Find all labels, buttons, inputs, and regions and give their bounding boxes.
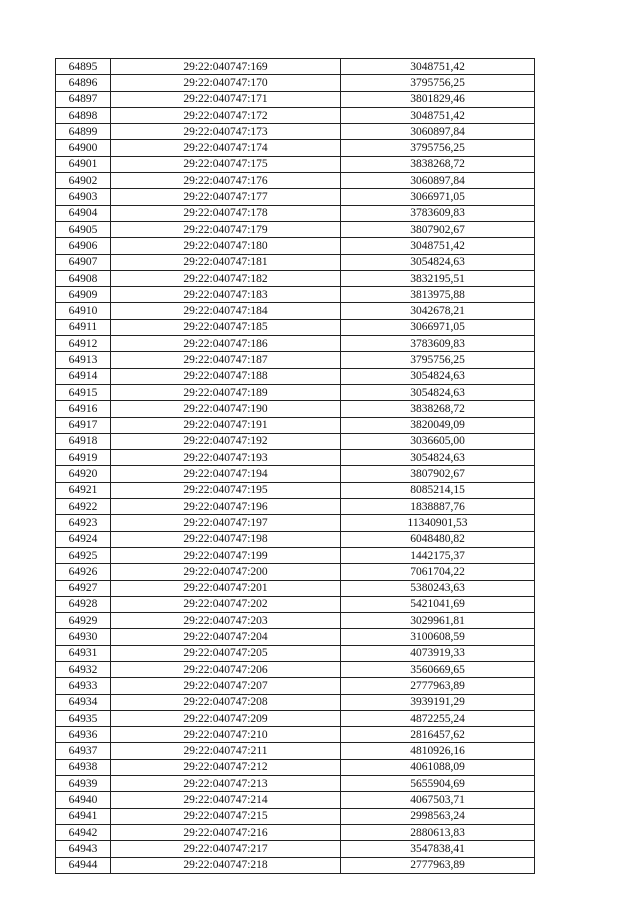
value-cell: 2816457,62	[341, 727, 535, 743]
cadastral-number-cell: 29:22:040747:202	[111, 596, 341, 612]
cadastral-number-cell: 29:22:040747:187	[111, 352, 341, 368]
table-row	[56, 303, 535, 319]
row-number-cell: 64896	[56, 75, 111, 91]
value-cell: 3813975,88	[341, 287, 535, 303]
table-row	[56, 629, 535, 645]
row-number-cell: 64921	[56, 482, 111, 498]
table-row	[56, 254, 535, 270]
value-cell: 3939191,29	[341, 694, 535, 710]
cadastral-number-cell: 29:22:040747:178	[111, 205, 341, 221]
value-cell: 3066971,05	[341, 319, 535, 335]
value-cell: 5655904,69	[341, 776, 535, 792]
value-cell: 3820049,09	[341, 417, 535, 433]
value-cell: 3832195,51	[341, 270, 535, 286]
row-number-cell: 64935	[56, 710, 111, 726]
value-cell: 3795756,25	[341, 140, 535, 156]
cadastral-number-cell: 29:22:040747:208	[111, 694, 341, 710]
row-number-cell: 64897	[56, 91, 111, 107]
table-row	[56, 336, 535, 352]
cadastral-number-cell: 29:22:040747:206	[111, 661, 341, 677]
value-cell: 3054824,63	[341, 384, 535, 400]
table-row	[56, 221, 535, 237]
table-row	[56, 515, 535, 531]
cadastral-number-cell: 29:22:040747:215	[111, 808, 341, 824]
data-table	[55, 58, 535, 874]
value-cell: 3795756,25	[341, 75, 535, 91]
cadastral-number-cell: 29:22:040747:210	[111, 727, 341, 743]
value-cell: 3054824,63	[341, 368, 535, 384]
table-row	[56, 368, 535, 384]
table-row	[56, 580, 535, 596]
cadastral-number-cell: 29:22:040747:176	[111, 173, 341, 189]
table-row	[56, 824, 535, 840]
row-number-cell: 64930	[56, 629, 111, 645]
table-row	[56, 547, 535, 563]
row-number-cell: 64911	[56, 319, 111, 335]
row-number-cell: 64922	[56, 499, 111, 515]
table-row	[56, 466, 535, 482]
row-number-cell: 64927	[56, 580, 111, 596]
cadastral-number-cell: 29:22:040747:172	[111, 107, 341, 123]
cadastral-number-cell: 29:22:040747:171	[111, 91, 341, 107]
cadastral-number-cell: 29:22:040747:204	[111, 629, 341, 645]
cadastral-number-cell: 29:22:040747:180	[111, 238, 341, 254]
cadastral-number-cell: 29:22:040747:205	[111, 645, 341, 661]
value-cell: 3042678,21	[341, 303, 535, 319]
table-row	[56, 482, 535, 498]
row-number-cell: 64913	[56, 352, 111, 368]
row-number-cell: 64907	[56, 254, 111, 270]
table-row	[56, 596, 535, 612]
table-row	[56, 564, 535, 580]
value-cell: 1442175,37	[341, 547, 535, 563]
value-cell: 3838268,72	[341, 401, 535, 417]
table-row	[56, 319, 535, 335]
table-row	[56, 352, 535, 368]
row-number-cell: 64925	[56, 547, 111, 563]
cadastral-number-cell: 29:22:040747:189	[111, 384, 341, 400]
cadastral-number-cell: 29:22:040747:213	[111, 776, 341, 792]
row-number-cell: 64920	[56, 466, 111, 482]
row-number-cell: 64918	[56, 433, 111, 449]
table-body	[56, 59, 535, 874]
table-row	[56, 401, 535, 417]
row-number-cell: 64912	[56, 336, 111, 352]
table-row	[56, 417, 535, 433]
table-row	[56, 841, 535, 857]
value-cell: 3547838,41	[341, 841, 535, 857]
table-row	[56, 270, 535, 286]
table-row	[56, 776, 535, 792]
row-number-cell: 64938	[56, 759, 111, 775]
cadastral-number-cell: 29:22:040747:193	[111, 450, 341, 466]
value-cell: 1838887,76	[341, 499, 535, 515]
table-row	[56, 205, 535, 221]
value-cell: 6048480,82	[341, 531, 535, 547]
table-row	[56, 91, 535, 107]
table-row	[56, 857, 535, 873]
row-number-cell: 64909	[56, 287, 111, 303]
value-cell: 3066971,05	[341, 189, 535, 205]
row-number-cell: 64923	[56, 515, 111, 531]
value-cell: 7061704,22	[341, 564, 535, 580]
table-row	[56, 238, 535, 254]
table-row	[56, 189, 535, 205]
row-number-cell: 64928	[56, 596, 111, 612]
table-row	[56, 499, 535, 515]
row-number-cell: 64940	[56, 792, 111, 808]
row-number-cell: 64901	[56, 156, 111, 172]
table-row	[56, 107, 535, 123]
cadastral-number-cell: 29:22:040747:177	[111, 189, 341, 205]
table-row	[56, 759, 535, 775]
value-cell: 2998563,24	[341, 808, 535, 824]
cadastral-number-cell: 29:22:040747:203	[111, 613, 341, 629]
table-row	[56, 710, 535, 726]
cadastral-number-cell: 29:22:040747:207	[111, 678, 341, 694]
value-cell: 3100608,59	[341, 629, 535, 645]
value-cell: 3054824,63	[341, 450, 535, 466]
row-number-cell: 64933	[56, 678, 111, 694]
cadastral-number-cell: 29:22:040747:179	[111, 221, 341, 237]
value-cell: 2777963,89	[341, 678, 535, 694]
value-cell: 3783609,83	[341, 205, 535, 221]
table-row	[56, 792, 535, 808]
cadastral-number-cell: 29:22:040747:173	[111, 124, 341, 140]
cadastral-number-cell: 29:22:040747:211	[111, 743, 341, 759]
value-cell: 3054824,63	[341, 254, 535, 270]
cadastral-number-cell: 29:22:040747:214	[111, 792, 341, 808]
value-cell: 11340901,53	[341, 515, 535, 531]
table-row	[56, 173, 535, 189]
value-cell: 2880613,83	[341, 824, 535, 840]
row-number-cell: 64905	[56, 221, 111, 237]
value-cell: 4872255,24	[341, 710, 535, 726]
cadastral-number-cell: 29:22:040747:182	[111, 270, 341, 286]
row-number-cell: 64898	[56, 107, 111, 123]
row-number-cell: 64941	[56, 808, 111, 824]
row-number-cell: 64924	[56, 531, 111, 547]
value-cell: 4067503,71	[341, 792, 535, 808]
value-cell: 3783609,83	[341, 336, 535, 352]
row-number-cell: 64902	[56, 173, 111, 189]
value-cell: 5421041,69	[341, 596, 535, 612]
cadastral-number-cell: 29:22:040747:199	[111, 547, 341, 563]
value-cell: 3048751,42	[341, 59, 535, 75]
row-number-cell: 64895	[56, 59, 111, 75]
table-row	[56, 743, 535, 759]
value-cell: 3060897,84	[341, 173, 535, 189]
row-number-cell: 64929	[56, 613, 111, 629]
value-cell: 3036605,00	[341, 433, 535, 449]
value-cell: 3801829,46	[341, 91, 535, 107]
value-cell: 2777963,89	[341, 857, 535, 873]
cadastral-number-cell: 29:22:040747:188	[111, 368, 341, 384]
table-row	[56, 433, 535, 449]
table-row	[56, 287, 535, 303]
table-row	[56, 645, 535, 661]
row-number-cell: 64926	[56, 564, 111, 580]
row-number-cell: 64931	[56, 645, 111, 661]
value-cell: 8085214,15	[341, 482, 535, 498]
value-cell: 3029961,81	[341, 613, 535, 629]
value-cell: 3838268,72	[341, 156, 535, 172]
row-number-cell: 64899	[56, 124, 111, 140]
cadastral-number-cell: 29:22:040747:217	[111, 841, 341, 857]
cadastral-number-cell: 29:22:040747:195	[111, 482, 341, 498]
cadastral-number-cell: 29:22:040747:170	[111, 75, 341, 91]
cadastral-number-cell: 29:22:040747:192	[111, 433, 341, 449]
cadastral-number-cell: 29:22:040747:183	[111, 287, 341, 303]
row-number-cell: 64908	[56, 270, 111, 286]
row-number-cell: 64904	[56, 205, 111, 221]
table-row	[56, 613, 535, 629]
row-number-cell: 64944	[56, 857, 111, 873]
cadastral-number-cell: 29:22:040747:184	[111, 303, 341, 319]
table-row	[56, 140, 535, 156]
cadastral-number-cell: 29:22:040747:197	[111, 515, 341, 531]
row-number-cell: 64917	[56, 417, 111, 433]
row-number-cell: 64943	[56, 841, 111, 857]
row-number-cell: 64919	[56, 450, 111, 466]
table-row	[56, 59, 535, 75]
value-cell: 3560669,65	[341, 661, 535, 677]
table-row	[56, 678, 535, 694]
table-row	[56, 75, 535, 91]
row-number-cell: 64910	[56, 303, 111, 319]
table-row	[56, 156, 535, 172]
cadastral-number-cell: 29:22:040747:200	[111, 564, 341, 580]
table-row	[56, 531, 535, 547]
cadastral-number-cell: 29:22:040747:209	[111, 710, 341, 726]
row-number-cell: 64914	[56, 368, 111, 384]
cadastral-number-cell: 29:22:040747:198	[111, 531, 341, 547]
row-number-cell: 64900	[56, 140, 111, 156]
cadastral-number-cell: 29:22:040747:185	[111, 319, 341, 335]
row-number-cell: 64916	[56, 401, 111, 417]
value-cell: 3048751,42	[341, 107, 535, 123]
value-cell: 3048751,42	[341, 238, 535, 254]
cadastral-number-cell: 29:22:040747:191	[111, 417, 341, 433]
table-row	[56, 661, 535, 677]
table-row	[56, 727, 535, 743]
cadastral-number-cell: 29:22:040747:169	[111, 59, 341, 75]
value-cell: 3795756,25	[341, 352, 535, 368]
cadastral-number-cell: 29:22:040747:174	[111, 140, 341, 156]
table-row	[56, 808, 535, 824]
value-cell: 3807902,67	[341, 466, 535, 482]
value-cell: 4810926,16	[341, 743, 535, 759]
cadastral-number-cell: 29:22:040747:201	[111, 580, 341, 596]
row-number-cell: 64936	[56, 727, 111, 743]
cadastral-number-cell: 29:22:040747:212	[111, 759, 341, 775]
row-number-cell: 64937	[56, 743, 111, 759]
row-number-cell: 64906	[56, 238, 111, 254]
row-number-cell: 64942	[56, 824, 111, 840]
cadastral-number-cell: 29:22:040747:190	[111, 401, 341, 417]
value-cell: 4061088,09	[341, 759, 535, 775]
cadastral-number-cell: 29:22:040747:218	[111, 857, 341, 873]
row-number-cell: 64939	[56, 776, 111, 792]
cadastral-number-cell: 29:22:040747:196	[111, 499, 341, 515]
cadastral-number-cell: 29:22:040747:181	[111, 254, 341, 270]
value-cell: 3060897,84	[341, 124, 535, 140]
table-row	[56, 694, 535, 710]
table-row	[56, 384, 535, 400]
value-cell: 3807902,67	[341, 221, 535, 237]
cadastral-number-cell: 29:22:040747:175	[111, 156, 341, 172]
cadastral-number-cell: 29:22:040747:194	[111, 466, 341, 482]
value-cell: 4073919,33	[341, 645, 535, 661]
row-number-cell: 64934	[56, 694, 111, 710]
row-number-cell: 64932	[56, 661, 111, 677]
table-row	[56, 124, 535, 140]
table-row	[56, 450, 535, 466]
cadastral-number-cell: 29:22:040747:186	[111, 336, 341, 352]
value-cell: 5380243,63	[341, 580, 535, 596]
cadastral-number-cell: 29:22:040747:216	[111, 824, 341, 840]
row-number-cell: 64903	[56, 189, 111, 205]
row-number-cell: 64915	[56, 384, 111, 400]
